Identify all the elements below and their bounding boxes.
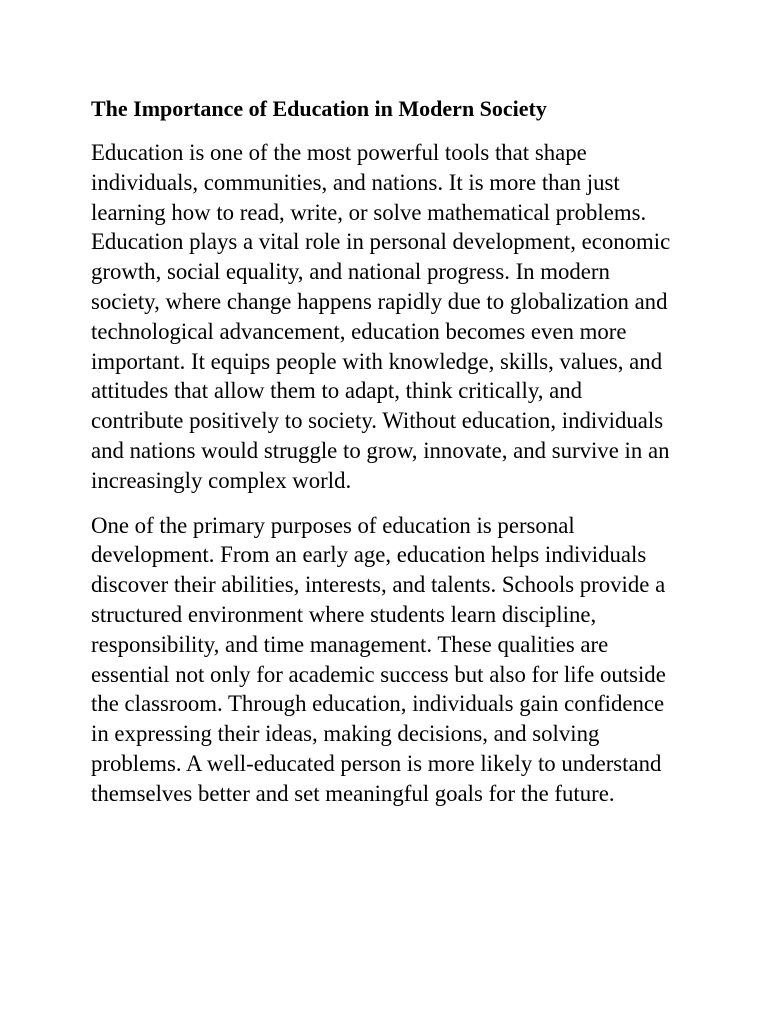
paragraph-introduction: Education is one of the most powerful tools that shape individuals, communities, and nations. It is more than just learning how to read, write, or solve mathematical problems. Education plays a vital role in personal development, economic growth, social equality, and national progress. In modern society, where change happens rapidly due to globalization and technological advancement, education becomes even more important. It equips people with knowledge, skills, values, and attitudes that allow them to adapt, think critically, and contribute positively to society. Without education, individuals and nations would struggle to grow, innovate, and survive in an increasingly complex world. (91, 140, 671, 493)
document-body (91, 94, 679, 824)
document-title: The Importance of Education in Modern Society (91, 96, 547, 121)
paragraph-personal-development: One of the primary purposes of education is personal development. From an early age, education helps individuals discover their abilities, interests, and talents. Schools provide a structured environment where students learn discipline, responsibility, and time management. These qualities are essential not only for academic success but also for life outside the classroom. Through education, individuals gain confidence in expressing their ideas, making decisions, and solving problems. A well-educated person is more likely to understand themselves better and set meaningful goals for the future. (91, 512, 666, 806)
